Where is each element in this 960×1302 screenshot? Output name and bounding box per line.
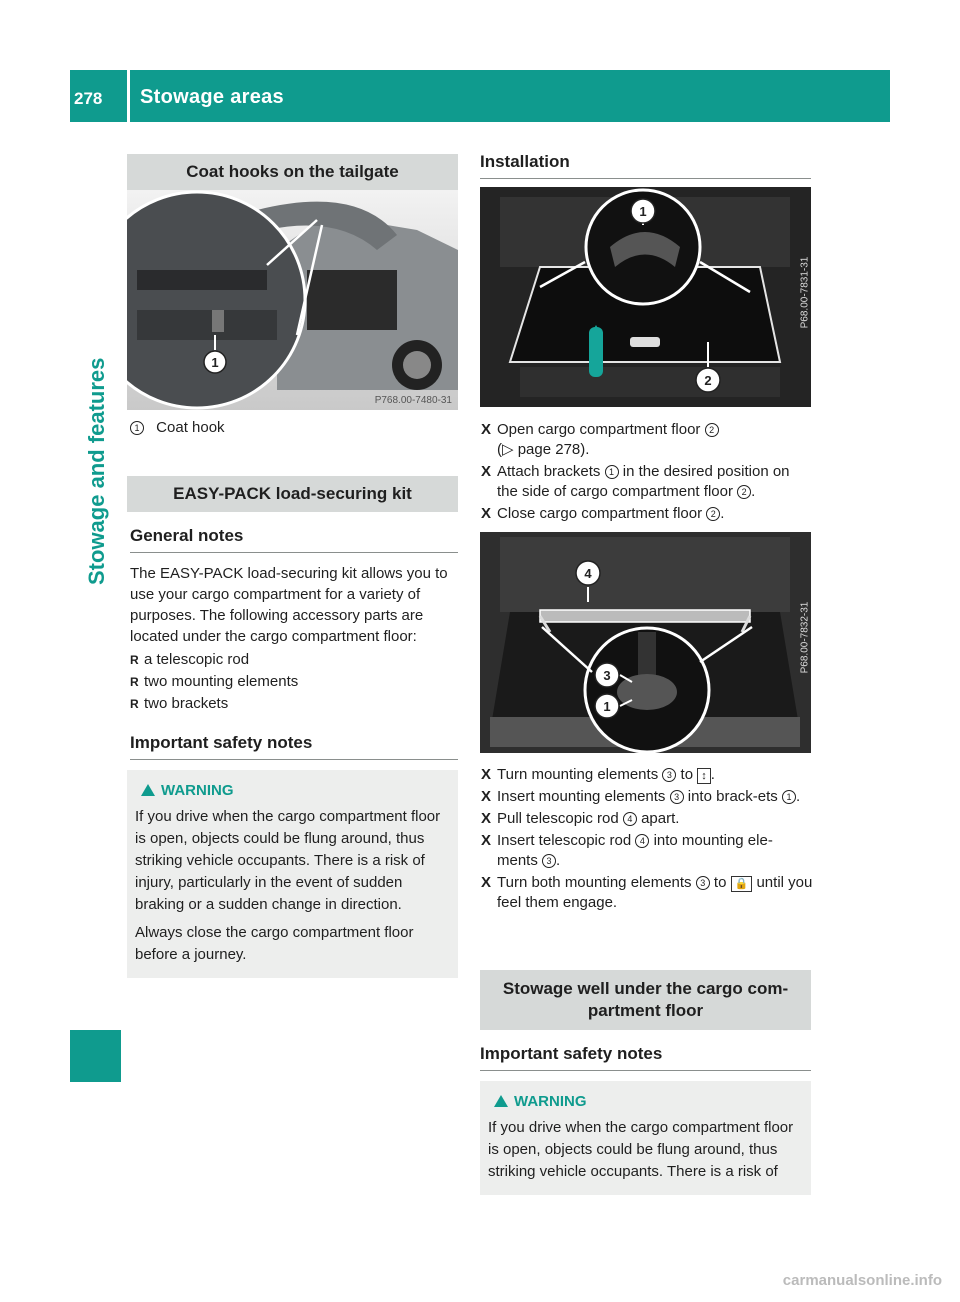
step-text: Insert mounting elements <box>497 788 670 805</box>
step-marker: 3 <box>662 768 676 782</box>
easy-pack-block <box>127 476 458 978</box>
stowage-well-title: Stowage well under the cargo com-partment floor <box>480 970 811 1030</box>
warning-paragraph-1: If you drive when the cargo compartment floor is open, objects could be flung around, thus striking vehicle occupants. There is a risk of injury, particularly in the event of sudden braking or a sudden change in direction. <box>135 808 441 913</box>
warning-label-right: WARNING <box>514 1093 587 1110</box>
step-close-floor <box>481 504 813 524</box>
coat-hook-legend <box>130 417 450 438</box>
telescopic-rod-illustration <box>480 532 811 753</box>
steps-block-2 <box>481 765 813 915</box>
step-text: Insert telescopic rod <box>497 832 636 849</box>
step-marker: 3 <box>670 790 684 804</box>
step-marker: 4 <box>623 812 637 826</box>
step-text: into mounting ele-ments <box>497 832 773 869</box>
step-text: . <box>556 852 561 869</box>
photo2-code: P68.00-7831-31 <box>799 256 811 329</box>
page-reference-link[interactable]: (▷ page 278). <box>497 441 590 458</box>
step-text: . <box>720 505 725 522</box>
warning-heading-right <box>494 1091 803 1113</box>
side-square <box>70 1030 121 1082</box>
step-text: until you feel them engage. <box>497 874 813 911</box>
step-text: into brack-ets <box>683 788 782 805</box>
list-item: R a telescopic rod <box>130 649 458 671</box>
footer-watermark: carmanualsonline.info <box>782 1272 942 1289</box>
step-text: . <box>795 788 801 805</box>
step-marker: 3 <box>696 876 710 890</box>
warning-icon <box>141 784 155 796</box>
section-title: Stowage areas <box>140 86 284 108</box>
side-label-text: Stowage and features <box>84 357 109 585</box>
step-text: Close cargo compartment floor <box>497 505 707 522</box>
installation-block <box>480 152 811 179</box>
step-text: Attach brackets <box>497 463 605 480</box>
step-marker: 2 <box>737 485 751 499</box>
photo3-marker-1: 1 <box>603 699 611 714</box>
step-text: Pull telescopic rod <box>497 810 623 827</box>
step-text: to <box>709 874 731 891</box>
step-turn-both <box>481 873 813 913</box>
unlock-symbol-icon: ↕ <box>697 768 711 784</box>
step-open-floor <box>481 420 813 460</box>
photo2-marker-1: 1 <box>639 204 647 219</box>
telescopic-rod-photo <box>480 532 811 753</box>
step-marker: 2 <box>706 507 720 521</box>
left-column <box>127 154 458 190</box>
step-text: . <box>710 766 715 783</box>
cargo-floor-illustration <box>480 187 811 407</box>
warning-paragraph-right: If you drive when the cargo compartment floor is open, objects could be flung around, thus striking vehicle occupants. There is a risk of <box>488 1119 794 1180</box>
installation-title: Installation <box>480 152 811 179</box>
step-text: Turn both mounting elements <box>497 874 696 891</box>
photo3-code: P68.00-7832-31 <box>799 601 811 674</box>
warning-paragraph-2: Always close the cargo compartment floor before a journey. <box>135 924 414 963</box>
step-attach-brackets <box>481 462 813 502</box>
step-text: in the desired position on the side of cargo compartment floor <box>497 463 790 500</box>
step-marker: 1 <box>782 790 796 804</box>
warning-box-right <box>480 1081 811 1195</box>
step-text: Turn mounting elements <box>497 766 663 783</box>
photo2-marker-2: 2 <box>704 373 712 388</box>
accessory-list <box>130 649 458 715</box>
tailgate-illustration <box>127 190 458 410</box>
step-text: apart. <box>636 810 680 827</box>
step-marker: 3 <box>542 854 556 868</box>
steps-block-1 <box>481 420 813 526</box>
tailgate-photo <box>127 190 458 410</box>
header-divider <box>127 70 130 122</box>
step-turn-elements <box>481 765 813 785</box>
photo1-code: P768.00-7480-31 <box>374 395 452 406</box>
step-marker: 2 <box>705 423 719 437</box>
warning-label: WARNING <box>161 782 234 799</box>
page-number: 278 <box>74 89 103 108</box>
general-notes-title: General notes <box>130 526 458 553</box>
photo3-marker-4: 4 <box>584 566 592 581</box>
step-insert-rod <box>481 831 813 871</box>
legend-text: Coat hook <box>156 419 225 436</box>
safety-notes-title-right: Important safety notes <box>480 1044 811 1071</box>
cargo-floor-photo <box>480 187 811 407</box>
legend-marker: 1 <box>130 421 144 435</box>
easy-pack-title: EASY-PACK load-securing kit <box>127 476 458 512</box>
step-insert-elements <box>481 787 813 807</box>
warning-icon <box>494 1095 508 1107</box>
photo3-marker-3: 3 <box>603 668 611 683</box>
step-text: to <box>676 766 698 783</box>
warning-heading <box>141 780 450 802</box>
general-notes-text: The EASY-PACK load-securing kit allows you to use your cargo compartment for a variety of purposes. The following accessory parts are located under the cargo compartment floor: <box>130 565 448 645</box>
coat-hooks-title: Coat hooks on the tailgate <box>127 154 458 190</box>
step-pull-rod <box>481 809 813 829</box>
step-marker: 4 <box>635 834 649 848</box>
stowage-well-block <box>480 970 811 1195</box>
photo1-marker: 1 <box>211 355 219 370</box>
safety-notes-title: Important safety notes <box>130 733 458 760</box>
step-text: . <box>751 483 756 500</box>
list-item: R two brackets <box>130 693 458 715</box>
lock-symbol-icon: 🔒 <box>731 876 753 892</box>
warning-box <box>127 770 458 978</box>
step-marker: 1 <box>605 465 619 479</box>
step-text: Open cargo compartment floor <box>497 421 705 438</box>
list-item: R two mounting elements <box>130 671 458 693</box>
